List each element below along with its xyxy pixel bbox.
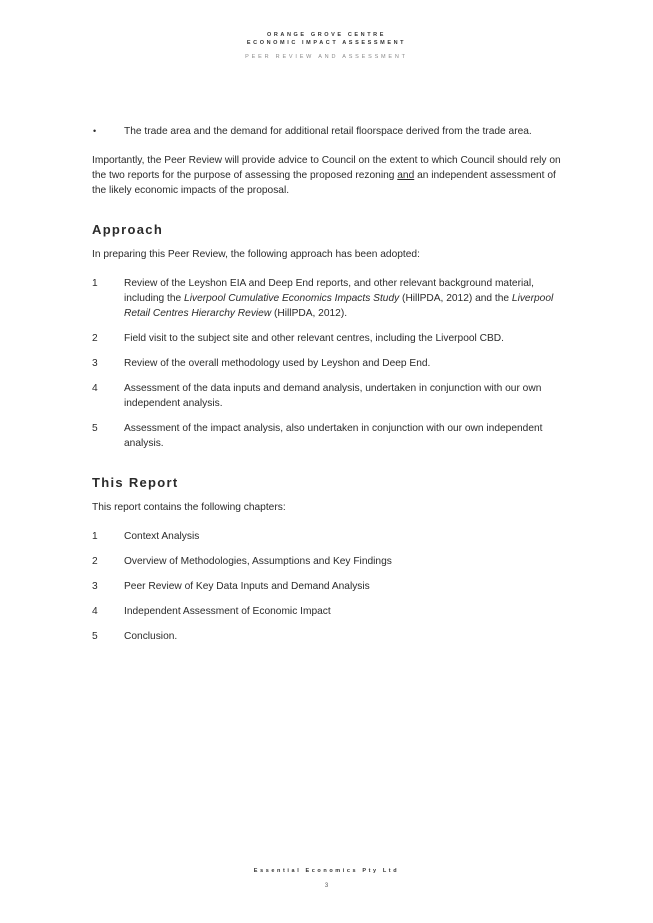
footer-company: Essential Economics Pty Ltd: [253, 868, 400, 874]
study-title: Liverpool Cumulative Economics Impacts Study: [184, 293, 400, 304]
chapter-title: Peer Review of Key Data Inputs and Demand Analysis: [124, 581, 370, 592]
chapter-number: 5: [92, 631, 98, 642]
chapter-number: 4: [92, 606, 98, 617]
approach-item-number: 3: [92, 358, 98, 369]
intro-underlined-word: and: [397, 170, 415, 181]
bullet-text: The trade area and the demand for additional retail floorspace derived from the trade area.: [124, 126, 532, 137]
chapter-number: 1: [92, 531, 98, 542]
review-title: Liverpool Retail Centres Hierarchy Review: [124, 293, 554, 319]
approach-item-text: Assessment of the data inputs and demand analysis, undertaken in conjunction with our own independent analysis.: [124, 383, 542, 409]
approach-item-text: Assessment of the impact analysis, also undertaken in conjunction with our own independent analysis.: [124, 423, 543, 449]
report-lead: This report contains the following chapters:: [92, 502, 286, 513]
intro-text-part-1: Importantly, the Peer Review will provide advice to Council on the extent to which Council should rely on the two reports for the purpose of assessing the proposed rezoning: [92, 155, 561, 181]
chapter-number: 3: [92, 581, 98, 592]
approach-item-text-c: (HillPDA, 2012) and the: [399, 293, 512, 304]
approach-item-text: Review of the overall methodology used by Leyshon and Deep End.: [124, 358, 431, 369]
intro-paragraph: [92, 153, 562, 198]
chapter-item: [92, 604, 562, 619]
chapter-item: [92, 629, 562, 644]
approach-item: [92, 331, 562, 346]
chapter-title: Independent Assessment of Economic Impact: [124, 606, 331, 617]
page-footer: [0, 868, 653, 889]
header-title-line-1: ORANGE GROVE CENTRE: [266, 32, 387, 38]
approach-lead: In preparing this Peer Review, the following approach has been adopted:: [92, 249, 420, 260]
bullet-item: [92, 124, 562, 139]
approach-item-number: 4: [92, 383, 98, 394]
approach-item-text: Field visit to the subject site and other relevant centres, including the Liverpool CBD.: [124, 333, 504, 344]
approach-item: [92, 356, 562, 371]
approach-item: [92, 381, 562, 411]
chapter-number: 2: [92, 556, 98, 567]
approach-item-text-e: (HillPDA, 2012).: [271, 308, 348, 319]
chapter-title: Context Analysis: [124, 531, 200, 542]
chapter-item: [92, 529, 562, 544]
approach-item-text-a: Review of the Leyshon EIA and Deep End reports, and other relevant background material, including the: [124, 278, 535, 304]
chapter-item: [92, 579, 562, 594]
approach-item-number: 1: [92, 278, 98, 289]
page-number: 3: [324, 883, 329, 889]
intro-text-part-2: an independent assessment of the likely economic impacts of the proposal.: [92, 170, 556, 196]
report-heading: This Report: [92, 475, 179, 490]
header-subtitle: PEER REVIEW AND ASSESSMENT: [245, 54, 408, 60]
approach-item: [92, 276, 562, 321]
approach-item-text: [124, 276, 562, 321]
page-header: [0, 31, 653, 60]
document-body: [92, 124, 562, 654]
chapter-title: Overview of Methodologies, Assumptions and Key Findings: [124, 556, 392, 567]
approach-item-number: 5: [92, 423, 98, 434]
approach-item-number: 2: [92, 333, 98, 344]
approach-heading: Approach: [92, 222, 164, 237]
bullet-icon: •: [93, 126, 97, 136]
chapter-item: [92, 554, 562, 569]
chapter-title: Conclusion.: [124, 631, 178, 642]
header-title-line-2: ECONOMIC IMPACT ASSESSMENT: [246, 40, 407, 46]
approach-item: [92, 421, 562, 451]
